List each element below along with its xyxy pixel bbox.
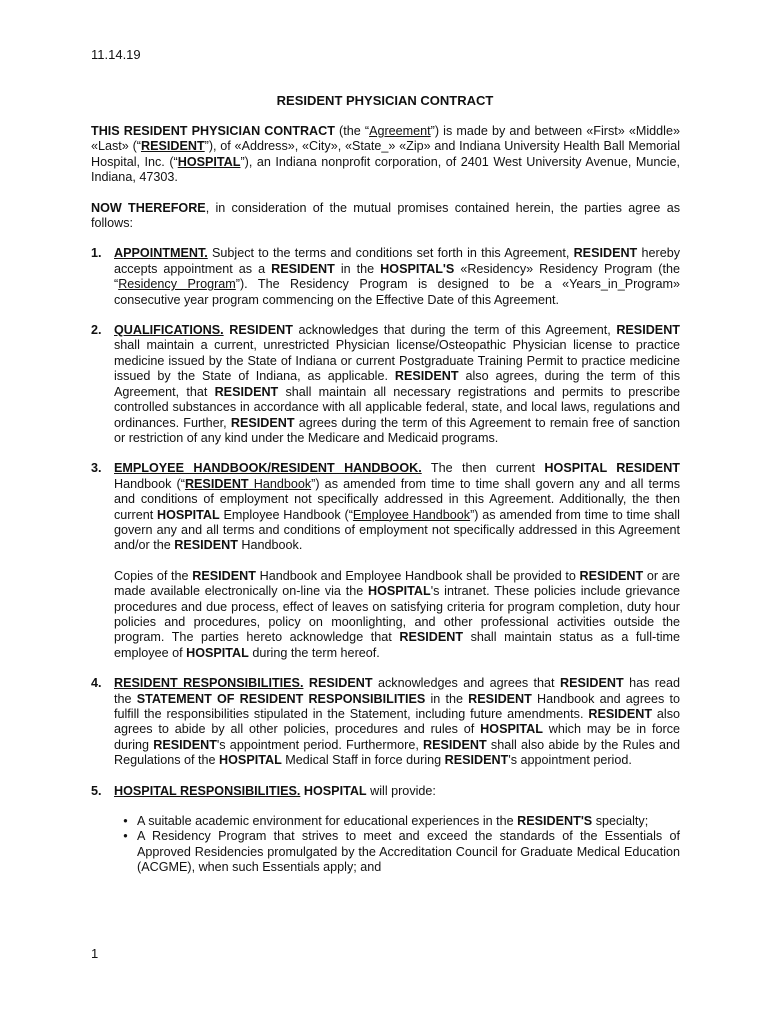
section-heading: QUALIFICATIONS. (114, 323, 224, 338)
bold-term: HOSPITAL (480, 722, 543, 737)
section-heading: RESIDENT RESPONSIBILITIES. (114, 676, 304, 691)
text-run: Subject to the terms and conditions set forth in this Agreement, (207, 246, 574, 261)
text-run: The then current (421, 461, 545, 476)
text-run: in the (425, 691, 469, 706)
text-run: 's intranet. These policies include grievance procedures and due process, effect of leaves on satisfying criteria for program completion, duty hour policies and procedures, policy on moonlighting, and other professional activities outside the program. The parties hereto acknowledge that (114, 584, 680, 645)
section-qualifications (91, 323, 680, 446)
text-run: 's appointment period. (508, 753, 632, 768)
defined-term: Agreement (369, 124, 431, 138)
defined-term: Handbook (248, 476, 312, 491)
section-text (114, 676, 680, 768)
text-run: A suitable academic environment for educational experiences in the (137, 814, 518, 829)
text-run: 's appointment period. Furthermore, (216, 737, 424, 752)
bold-term: RESIDENT (468, 691, 532, 706)
text-run: in the (334, 261, 381, 276)
text-run: which may be in force during (114, 722, 681, 752)
section-resident-responsibilities (91, 676, 680, 768)
text-run: shall maintain all necessary registrations and permits to prescribe controlled substances in accordance with all applicable federal, state, and local laws, regulations and ordinances. Further, (114, 384, 681, 430)
bold-term: RESIDENT (399, 630, 464, 645)
text-run: Employee Handbook (“ (219, 507, 353, 522)
bullet-icon: • (123, 814, 128, 829)
section-number: 1. (91, 246, 102, 261)
section-text (114, 569, 680, 661)
bold-term: HOSPITAL'S (380, 261, 455, 276)
section-number: 4. (91, 676, 102, 691)
bold-term: RESIDENT (616, 323, 680, 338)
section-text (114, 784, 680, 799)
section-number: 3. (91, 461, 102, 476)
text-run: acknowledges and agrees that (372, 676, 560, 691)
section-number: 5. (91, 783, 102, 798)
bold-term: RESIDENT (394, 369, 459, 384)
bold-term: STATEMENT OF RESIDENT RESPONSIBILITIES (136, 691, 426, 706)
bold-term: RESIDENT (579, 568, 644, 583)
section-appointment (91, 246, 680, 308)
text-run: Handbook (“ (114, 476, 185, 491)
section-text (114, 461, 680, 553)
text-run: during the term hereof. (248, 645, 380, 660)
section-heading: EMPLOYEE HANDBOOK/RESIDENT HANDBOOK. (114, 461, 422, 476)
bold-term: RESIDENT (271, 261, 335, 276)
text-run: ”). The Residency Program is designed to be a «Years_in_Program» consecutive year program commencing on the Effective Date of this Agreement. (114, 277, 680, 307)
text-run: also agrees to abide by all other policies, procedures and rules of (114, 707, 681, 737)
list-item (114, 814, 680, 829)
text-run: A Residency Program that strives to meet and exceed the standards of the Essentials of Approved Residencies promulgated by the Accreditation Council for Graduate Medical Education (ACGME), when such Essentials apply; and (137, 829, 680, 875)
bold-term: HOSPITAL (219, 753, 282, 768)
bullet-icon: • (123, 829, 128, 844)
text-run: (the “ (334, 124, 370, 138)
hospital-provisions-list (114, 814, 680, 876)
bold-term: RESIDENT (573, 246, 638, 261)
text-run: agrees during the term of this Agreement to remain free of sanction or restriction of any kind under the Medicare and Medicaid programs. (114, 415, 680, 445)
bold-term: RESIDENT (559, 676, 624, 691)
text-run: also agrees, during the term of this Agreement, that (114, 369, 680, 399)
document-title: RESIDENT PHYSICIAN CONTRACT (276, 93, 494, 108)
text-run: shall maintain status as a full-time employee of (114, 630, 680, 660)
text-run: ”) as amended from time to time shall govern any and all terms and conditions of employment not specifically addressed in this Agreement. Additionally, the then current (114, 476, 680, 522)
text-run: Handbook. (237, 538, 303, 553)
bold-term: RESIDENT (153, 737, 217, 752)
defined-term: RESIDENT (184, 476, 249, 491)
text-run: ”) is made by and between «First» «Middle» «Last» (“ (91, 124, 680, 154)
bold-term: RESIDENT (192, 568, 256, 583)
now-therefore-paragraph (91, 201, 680, 232)
text-run: specialty; (592, 814, 649, 829)
contract-body (91, 124, 680, 876)
bold-term: RESIDENT (423, 737, 487, 752)
list-item (114, 829, 680, 875)
text-run: shall also abide by the Rules and Regulations of the (114, 737, 680, 768)
defined-term: RESIDENT (140, 139, 205, 154)
contract-name: THIS RESIDENT PHYSICIAN CONTRACT (91, 124, 335, 138)
bold-term: RESIDENT'S (517, 814, 593, 829)
text-run: or are made available electronically on-line via the (114, 568, 680, 599)
bold-term: HOSPITAL (367, 584, 431, 599)
bold-term: RESIDENT (444, 753, 509, 768)
text-run: has read the (114, 676, 680, 706)
bold-term: HOSPITAL (186, 645, 249, 660)
text-run: hereby accepts appointment as a (114, 246, 681, 276)
bold-term: NOW THEREFORE (91, 200, 206, 215)
bold-term: RESIDENT (214, 384, 279, 399)
text-run: ”), of «Address», «City», «State_» «Zip» and Indiana University Health Ball Memorial Hospital, Inc. (“ (91, 139, 681, 169)
text-run: Handbook and Employee Handbook shall be provided to (255, 568, 580, 583)
section-heading: APPOINTMENT. (114, 246, 208, 261)
text-run: «Residency» Residency Program (the “ (114, 261, 680, 292)
section-hospital-responsibilities (91, 784, 680, 799)
bold-term: RESIDENT (308, 676, 373, 691)
text-run: will provide: (366, 783, 436, 798)
text-run: Copies of the (114, 568, 193, 583)
bold-term: HOSPITAL RESIDENT (544, 461, 680, 476)
bold-term: HOSPITAL (303, 783, 367, 798)
text-run: Handbook and agrees to fulfill the responsibilities stipulated in the Statement, including future amendments. (114, 691, 680, 721)
section-text (114, 323, 680, 446)
page-number: 1 (91, 946, 99, 961)
text-run: ”) as amended from time to time shall govern any and all terms and conditions of employment not specifically addressed in this Agreement and/or the (114, 507, 680, 553)
text-run: shall maintain a current, unrestricted Physician license/Osteopathic Physician license to practice medicine issued by the State of Indiana or current Postgraduate Training Permit to practice medicine issued by the State of Indiana, as applicable. (114, 338, 680, 384)
defined-term: Residency Program (118, 277, 236, 292)
document-date: 11.14.19 (91, 47, 141, 62)
text-run: acknowledges that during the term of this Agreement, (292, 323, 617, 338)
defined-term: Employee Handbook (352, 507, 471, 522)
section-text (114, 246, 680, 308)
bold-term: RESIDENT (230, 415, 295, 430)
defined-term: HOSPITAL (177, 154, 241, 169)
intro-paragraph (91, 124, 680, 186)
bold-term: HOSPITAL (156, 507, 220, 522)
bold-term: RESIDENT (588, 707, 653, 721)
text-run: Medical Staff in force during (281, 753, 445, 768)
text-run: ”), an Indiana nonprofit corporation, of 2401 West University Avenue, Muncie, Indiana, 47303. (91, 154, 680, 185)
section-heading: HOSPITAL RESPONSIBILITIES. (114, 783, 301, 798)
bold-term: RESIDENT (174, 538, 238, 553)
text-run: , in consideration of the mutual promises contained herein, the parties agree as follows: (91, 200, 680, 231)
section-number: 2. (91, 323, 102, 338)
bold-term: RESIDENT (229, 323, 293, 338)
section-handbook (91, 461, 680, 661)
